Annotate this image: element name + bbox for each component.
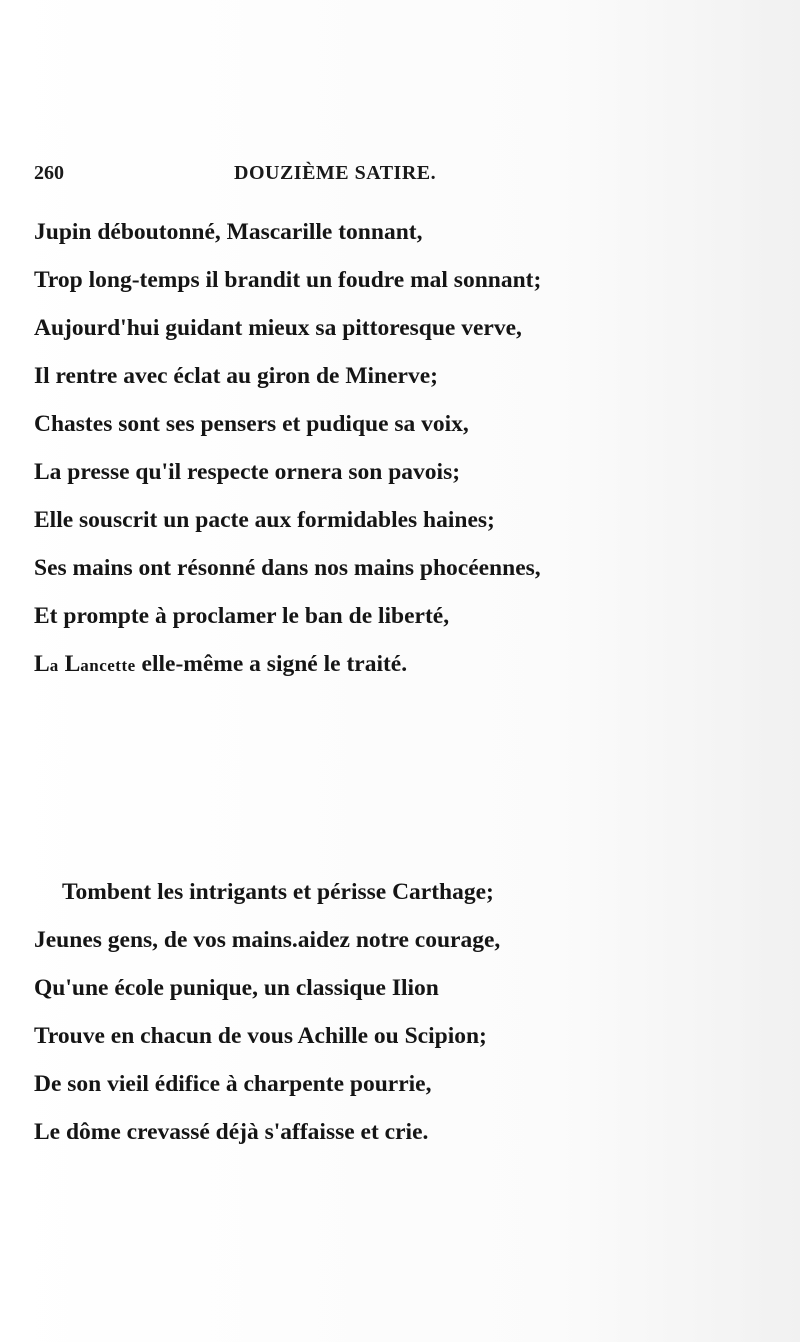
verse-line: Tombent les intrigants et périsse Carthage; (62, 879, 494, 905)
stanza-1 (34, 208, 541, 688)
verse-line: Et prompte à proclamer le ban de liberté, (34, 603, 450, 629)
page-header (34, 158, 464, 188)
verse-line: Jeunes gens, de vos mains.aidez notre courage, (34, 927, 501, 953)
page-number: 260 (34, 162, 64, 184)
verse-line: Trop long-temps il brandit un foudre mal sonnant; (34, 267, 542, 293)
small-caps-ancette: ancette (80, 656, 136, 675)
small-caps-L: L (34, 651, 50, 677)
verse-line-rest: elle-même a signé le traité. (135, 651, 408, 677)
verse-line: De son vieil édifice à charpente pourrie, (34, 1071, 432, 1097)
verse-line: Il rentre avec éclat au giron de Minerve; (34, 363, 438, 389)
stanza-2 (34, 868, 500, 1156)
verse-line: Aujourd'hui guidant mieux sa pittoresque verve, (34, 315, 522, 341)
verse-line: Elle souscrit un pacte aux formidables haines; (34, 507, 495, 533)
verse-line: Ses mains ont résonné dans nos mains phocéennes, (34, 555, 541, 581)
verse-line: Trouve en chacun de vous Achille ou Scipion; (34, 1023, 487, 1049)
verse-line: Le dôme crevassé déjà s'affaisse et crie. (34, 1119, 429, 1145)
small-caps-a: a (49, 656, 59, 675)
verse-line-last (34, 640, 541, 688)
verse-line: La presse qu'il respecte ornera son pavois; (34, 459, 461, 485)
verse-line: Chastes sont ses pensers et pudique sa voix, (34, 411, 469, 437)
verse-line: Jupin déboutonné, Mascarille tonnant, (34, 219, 423, 245)
running-title: DOUZIÈME SATIRE. (234, 162, 437, 184)
verse-line: Qu'une école punique, un classique Ilion (34, 975, 439, 1001)
small-caps-L2: L (64, 651, 81, 677)
